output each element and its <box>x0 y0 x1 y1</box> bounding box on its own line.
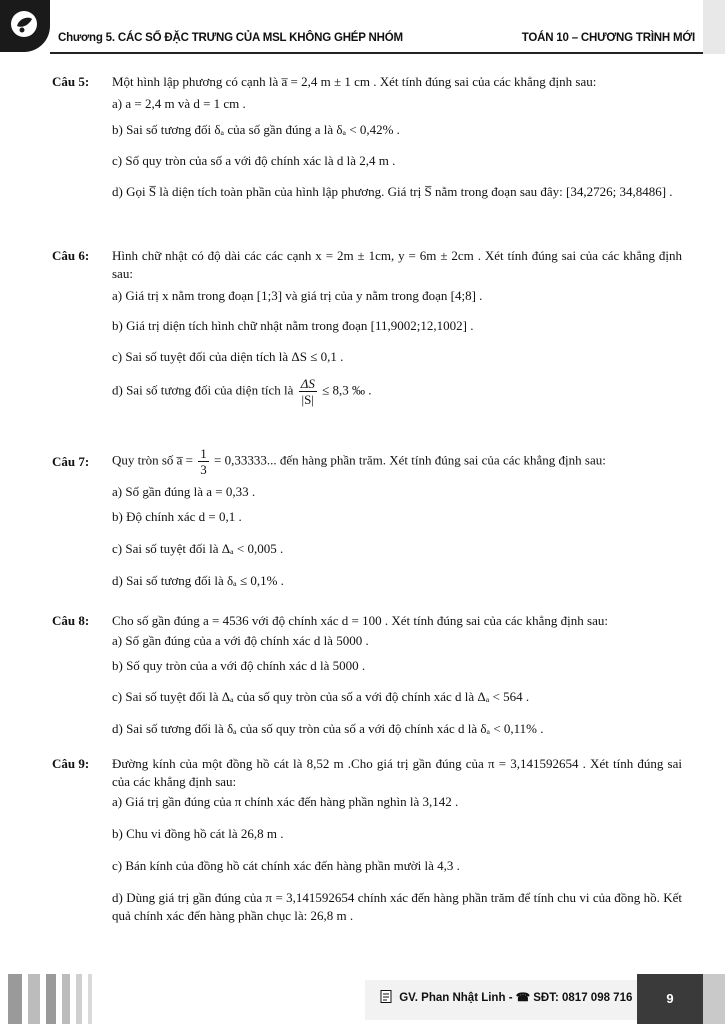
statement-a: a) Số gần đúng là a = 0,33 . <box>112 484 256 499</box>
footer-stripe <box>88 974 92 1024</box>
statement-b: b) Giá trị diện tích hình chữ nhật nằm trong đoạn [11,9002;12,1002] . <box>112 318 474 333</box>
question-label: Câu 8: <box>52 613 90 628</box>
fraction-denominator: 3 <box>200 462 207 477</box>
fraction <box>198 446 209 477</box>
question-label: Câu 5: <box>52 74 90 89</box>
statement-d: d) Dùng giá trị gần đúng của π = 3,141592654 chính xác đến hàng phần trăm để tính chu vi của đồng hồ. Kết quả chính xác đến hàng phần chục là: 26,8 m . <box>112 890 682 923</box>
page-footer <box>0 974 725 1024</box>
statement-d: d) Sai số tương đối là δₐ của số quy tròn của số a với độ chính xác d là δₐ < 0,11% . <box>112 721 544 736</box>
chapter-title: Chương 5. CÁC SỐ ĐẶC TRƯNG CỦA MSL KHÔNG GHÉP NHÓM <box>58 32 403 44</box>
footer-stripe <box>8 974 22 1024</box>
question-label: Câu 7: <box>52 454 90 469</box>
page-number: 9 <box>666 991 674 1006</box>
statement-a: a) Số gần đúng của a với độ chính xác d là 5000 . <box>112 633 369 648</box>
header-tab <box>703 0 725 54</box>
question-stem: Hình chữ nhật có độ dài các các cạnh x = 2m ± 1cm, y = 6m ± 2cm . Xét tính đúng sai của các khẳng định sau: <box>112 248 682 281</box>
statement-d: d) Gọi S̅ là diện tích toàn phần của hình lập phương. Giá trị S̅ nằm trong đoạn sau đây: [34,2726; 34,8486] . <box>112 184 673 199</box>
question-label: Câu 9: <box>52 756 90 771</box>
statement-c: c) Sai số tuyệt đối là Δₐ < 0,005 . <box>112 541 284 556</box>
statement-d <box>112 376 682 407</box>
phone-icon: ☎ <box>515 992 531 1004</box>
fraction-denominator: |S| <box>301 392 314 407</box>
footer-separator: - <box>508 992 513 1004</box>
footer-stripe <box>28 974 40 1024</box>
statement-a: a) Giá trị x nằm trong đoạn [1;3] và giá trị của y nằm trong đoạn [4;8] . <box>112 288 483 303</box>
question-stem <box>112 446 682 477</box>
footer-credit <box>380 990 632 1004</box>
brand-logo <box>0 0 50 52</box>
question-stem: Đường kính của một đồng hồ cát là 8,52 m .Cho giá trị gần đúng của π = 3,141592654 . Xét tính đúng sai của các khẳng định sau: <box>112 756 682 789</box>
footer-stripe <box>62 974 70 1024</box>
teacher-name: GV. Phan Nhật Linh <box>399 992 506 1004</box>
statement-b: b) Sai số tương đối δₐ của số gần đúng a là δₐ < 0,42% . <box>112 122 400 137</box>
stem-prefix: Quy tròn số a̅ = <box>112 452 193 468</box>
statement-b: b) Độ chính xác d = 0,1 . <box>112 509 242 524</box>
footer-stripe <box>46 974 56 1024</box>
question-stem: Cho số gần đúng a = 4536 với độ chính xác d = 100 . Xét tính đúng sai của các khẳng định sau: <box>112 613 608 628</box>
fraction-numerator: 1 <box>200 446 207 461</box>
statement-b: b) Chu vi đồng hồ cát là 26,8 m . <box>112 826 284 841</box>
statement-a: a) a = 2,4 m và d = 1 cm . <box>112 96 246 111</box>
page-number-box <box>637 974 725 1024</box>
stem-suffix: = 0,33333... đến hàng phần trăm. Xét tính đúng sai của các khẳng định sau: <box>214 452 606 468</box>
footer-stripe <box>76 974 82 1024</box>
question-label: Câu 6: <box>52 248 90 263</box>
header-rule <box>50 52 703 54</box>
statement-c: c) Bán kính của đồng hồ cát chính xác đến hàng phần mười là 4,3 . <box>112 858 460 873</box>
page-header <box>0 0 725 62</box>
phone-number: SĐT: 0817 098 716 <box>533 992 633 1004</box>
statement-b: b) Số quy tròn của a với độ chính xác d là 5000 . <box>112 658 366 673</box>
document-icon <box>380 990 392 1003</box>
question-stem: Một hình lập phương có cạnh là a̅ = 2,4 m ± 1 cm . Xét tính đúng sai của các khẳng định sau: <box>112 74 597 89</box>
page-number-tab <box>703 974 725 1024</box>
leaf-icon <box>10 10 38 38</box>
course-title: TOÁN 10 – CHƯƠNG TRÌNH MỚI <box>521 32 695 44</box>
statement-c: c) Sai số tuyệt đối của diện tích là ΔS ≤ 0,1 . <box>112 349 344 364</box>
statement-a: a) Giá trị gần đúng của π chính xác đến hàng phần nghìn là 3,142 . <box>112 794 459 809</box>
statement-d: d) Sai số tương đối là δₐ ≤ 0,1% . <box>112 573 284 588</box>
statement-d-suffix: ≤ 8,3 ‰ . <box>322 382 372 398</box>
statement-c: c) Số quy tròn của số a với độ chính xác là d là 2,4 m . <box>112 153 396 168</box>
fraction <box>299 376 317 407</box>
statement-d-prefix: d) Sai số tương đối của diện tích là <box>112 382 294 398</box>
fraction-numerator: ΔS <box>300 376 315 391</box>
statement-c: c) Sai số tuyệt đối là Δₐ của số quy tròn của số a với độ chính xác d là Δₐ < 564 . <box>112 689 530 704</box>
